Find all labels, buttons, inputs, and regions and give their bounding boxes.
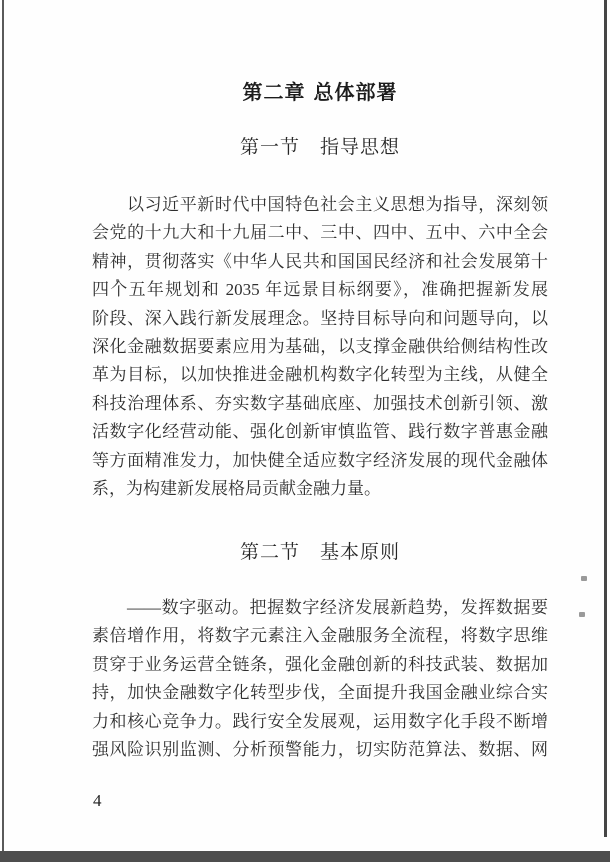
text-line: 精神，贯彻落实《中华人民共和国国民经济和社会发展第十 <box>92 251 548 271</box>
text-line: 革为目标，以加快推进金融机构数字化转型为主线，从健全 <box>92 365 548 385</box>
page-number: 4 <box>93 791 102 810</box>
text-line: 以习近平新时代中国特色社会主义思想为指导，深刻领 <box>127 195 548 214</box>
paragraph-1 <box>92 191 548 503</box>
text-line: 阶段、深入践行新发展理念。坚持目标导向和问题导向，以 <box>92 308 548 328</box>
text-line: 等方面精准发力，加快健全适应数字经济发展的现代金融体 <box>92 450 548 470</box>
text-line: 四个五年规划和 2035 年远景目标纲要》，准确把握新发展 <box>92 280 548 300</box>
page-content <box>92 0 548 862</box>
text-line: 科技治理体系、夯实数字基础底座、加强技术创新引领、激 <box>92 393 548 413</box>
text-line: 贯穿于业务运营全链条，强化金融创新的科技武装、数据加 <box>92 654 548 674</box>
section-1-title: 第一节 指导思想 <box>239 137 400 158</box>
text-line: 活数字化经营动能、强化创新审慎监管、践行数字普惠金融 <box>92 422 548 442</box>
chapter-title: 第二章 总体部署 <box>242 80 398 104</box>
paragraph-2 <box>92 594 548 764</box>
section-2-title: 第二节 基本原则 <box>239 542 400 563</box>
scan-edge-right <box>604 0 607 837</box>
text-line: 会党的十九大和十九届二中、三中、四中、五中、六中全会 <box>92 223 548 243</box>
scan-edge-left <box>2 0 4 851</box>
scan-speck <box>579 612 585 617</box>
text-line: 深化金融数据要素应用为基础，以支撑金融供给侧结构性改 <box>92 336 548 356</box>
scan-speck <box>581 576 587 581</box>
text-line: 持，加快金融数字化转型步伐，全面提升我国金融业综合实 <box>92 683 548 703</box>
text-line: 系，为构建新发展格局贡献金融力量。 <box>92 478 381 498</box>
text-line: ——数字驱动。把握数字经济发展新趋势，发挥数据要 <box>127 598 548 617</box>
text-line: 强风险识别监测、分析预警能力，切实防范算法、数据、网 <box>92 739 548 759</box>
text-line: 力和核心竞争力。践行安全发展观，运用数字化手段不断增 <box>92 711 548 731</box>
text-line: 素倍增作用，将数字元素注入金融服务全流程，将数字思维 <box>92 626 548 646</box>
